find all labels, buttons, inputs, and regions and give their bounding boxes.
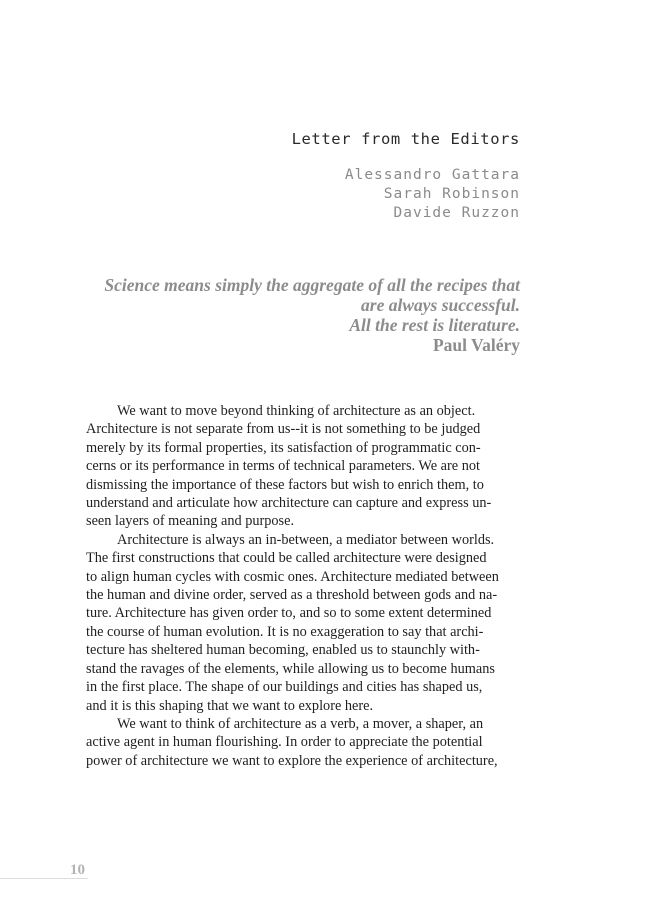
epigraph-line: All the rest is literature.: [349, 315, 520, 335]
author-name: Sarah Robinson: [383, 186, 520, 202]
footer-divider: [0, 878, 88, 879]
body-line: ture. Architecture has given order to, and so to some extent determined: [86, 605, 492, 622]
body-line: in the first place. The shape of our buildings and cities has shaped us,: [86, 679, 483, 696]
body-line: seen layers of meaning and purpose.: [86, 513, 295, 530]
epigraph-line: are always successful.: [361, 295, 520, 315]
article-header: [292, 130, 520, 223]
page-number: 10: [70, 862, 85, 878]
body-line: tecture has sheltered human becoming, enabled us to staunchly with-: [86, 642, 480, 659]
body-line: Architecture is always an in-between, a mediator between worlds.: [117, 531, 495, 548]
author-name: Alessandro Gattara: [344, 167, 520, 183]
body-line: power of architecture we want to explore the experience of architecture,: [86, 752, 498, 769]
body-line: Architecture is not separate from us--it is not something to be judged: [86, 421, 481, 438]
author-list: [292, 166, 520, 223]
body-line: to align human cycles with cosmic ones. Architecture mediated between: [86, 568, 499, 585]
body-line: dismissing the importance of these factors but wish to enrich them, to: [86, 476, 484, 493]
body-line: active agent in human flourishing. In order to appreciate the potential: [86, 734, 483, 751]
body-line: cerns or its performance in terms of technical parameters. We are not: [86, 458, 480, 475]
body-line: and it is this shaping that we want to explore here.: [86, 697, 374, 714]
body-line: the course of human evolution. It is no exaggeration to say that archi-: [86, 623, 484, 640]
body-line: The first constructions that could be called architecture were designed: [86, 550, 487, 567]
body-line: We want to move beyond thinking of architecture as an object.: [117, 403, 476, 419]
body-line: the human and divine order, served as a threshold between gods and na-: [86, 587, 498, 604]
body-line: We want to think of architecture as a verb, a mover, a shaper, an: [117, 715, 484, 732]
body-text: [86, 402, 520, 770]
body-line: stand the ravages of the elements, while allowing us to become humans: [86, 660, 495, 677]
article-title: Letter from the Editors: [291, 130, 520, 148]
epigraph-attribution: Paul Valéry: [432, 335, 520, 355]
body-line: understand and articulate how architecture can capture and express un-: [86, 495, 492, 512]
epigraph-line: Science means simply the aggregate of all the recipes that: [104, 275, 520, 295]
epigraph: [60, 275, 520, 355]
body-line: merely by its formal properties, its satisfaction of programmatic con-: [86, 439, 481, 456]
author-name: Davide Ruzzon: [393, 205, 520, 221]
